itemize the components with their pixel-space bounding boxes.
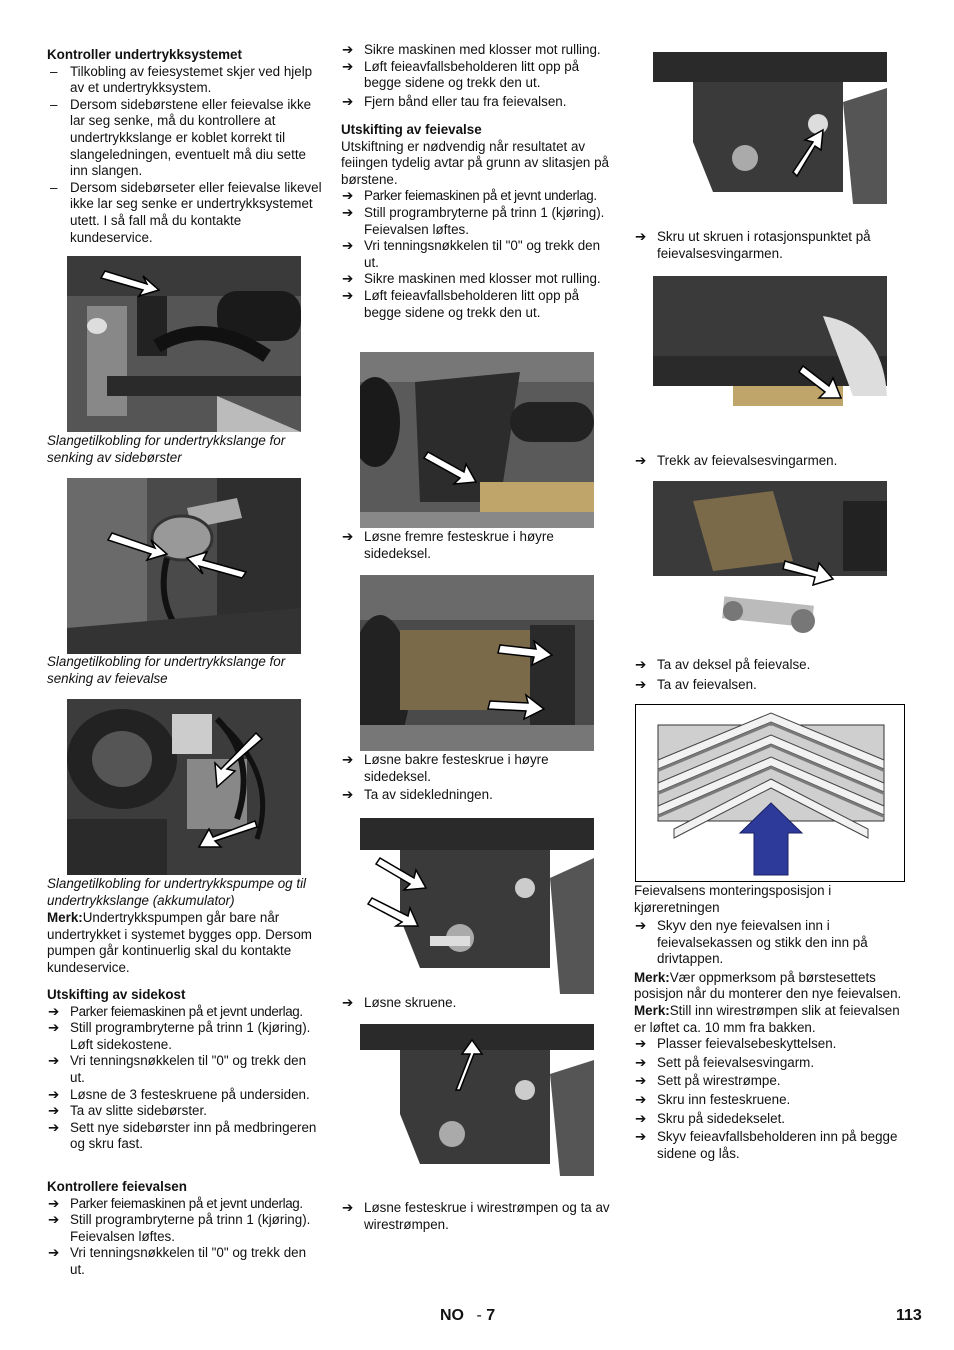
intro-text: Utskiftning er nødvendig når resultatet av feiingen tydelig avtar på grunn av slitasjen på børstene. [341,138,609,187]
step-block [341,529,618,562]
arrow-icon: ➔ [342,752,354,767]
list-item: ➔ Skru på sidedekselet. [635,1110,786,1126]
arrow-icon: ➔ [48,1103,60,1119]
list-item: ➔ Still programbryterne på trinn 1 (kjøring). Feievalsen løftes. [48,1212,311,1244]
arrow-icon: ➔ [48,1003,59,1019]
arrow-icon: ➔ [342,529,354,544]
footer-lang [440,1308,495,1325]
list-item: ➔ Plasser feievalsebeskyttelsen. [635,1036,837,1052]
section-check-roller [47,1179,323,1279]
list-item: ➔ Fjern bånd eller tau fra feievalsen. [342,93,567,109]
photo-swing-arm [653,276,887,428]
photo-roller-hose [67,478,301,654]
steps-continued [341,42,618,110]
list-item: ➔ Parker feiemaskinen på et jevnt underlag. [48,1003,303,1019]
list-item: ➔ Vri tenningsnøkkelen til "0" og trekk den ut. [48,1053,307,1085]
photo-side-brush-hose [67,256,301,432]
list-item: ➔ Still programbryterne på trinn 1 (kjøring). Feievalsen løftes. [342,204,605,237]
arrow-icon: ➔ [635,657,647,672]
list-item: ➔ Parker feiemaskinen på et jevnt underlag. [48,1195,303,1211]
arrow-icon: ➔ [342,995,354,1010]
list-item: ➔ Sett nye sidebørster inn på medbringeren og skru fast. [48,1119,317,1152]
list-item: ➔ Løft feieavfallsbeholderen litt opp på begge sidene og trekk den ut. [342,287,580,320]
arrow-icon: ➔ [635,1073,647,1089]
arrow-icon: ➔ [342,238,354,254]
list-item: ➔ Ta av sidekledningen. [342,787,493,803]
dash-icon: – [50,96,58,112]
list-item: ➔ Løsne de 3 festeskruene på undersiden. [48,1086,310,1102]
list-item: ➔ Sikre maskinen med klosser mot rulling. [342,271,601,287]
chevron-brush-diagram [636,705,904,881]
arrow-icon: ➔ [342,188,353,204]
list-item: ➔ Sett på wirestrømpe. [635,1073,781,1089]
list-item: ➔ Løsne skruene. [342,995,457,1010]
arrow-icon: ➔ [48,1020,60,1036]
list-item: – Dersom sidebørseter eller feievalse likevel ikke lar seg senke er undertrykksystemet utett. I så fall må du kontakte kundeservice. [50,179,322,245]
step-block [634,657,911,693]
photo-front-screw [360,352,594,528]
arrow-icon: ➔ [342,271,354,287]
dash-icon: – [50,179,58,195]
arrow-icon: ➔ [635,1036,647,1052]
section-replace-roller [341,122,618,321]
arrow-icon: ➔ [342,42,354,57]
arrow-icon: ➔ [635,1110,647,1126]
arrow-icon: ➔ [48,1212,60,1228]
arrow-icon: ➔ [342,58,354,74]
list-item: ➔ Løsne festeskrue i wirestrømpen og ta av wirestrømpen. [342,1200,610,1232]
page-number: 113 [896,1307,922,1324]
photo-rear-screw [360,575,594,751]
figure-caption: Feievalsens monteringsposisjon i kjøreretningen [634,883,832,915]
list-item: ➔ Trekk av feievalsesvingarmen. [635,453,838,468]
arrow-icon: ➔ [635,1091,647,1107]
section-heading: Kontroller undertrykksystemet [47,47,242,62]
arrow-icon: ➔ [342,93,354,109]
arrow-icon: ➔ [48,1195,59,1211]
note-label: Merk: [634,1002,670,1018]
list-item: ➔ Parker feiemaskinen på et jevnt underlag. [342,188,597,204]
section-heading: Utskifting av feievalse [341,122,482,137]
list-item: ➔ Løsne bakre festeskrue i høyre sidedeksel. [342,752,549,784]
section-heading: Utskifting av sidekost [47,987,186,1002]
arrow-icon: ➔ [48,1053,60,1069]
arrow-icon: ➔ [635,918,647,933]
step-block [341,752,618,804]
arrow-icon: ➔ [342,204,354,220]
arrow-icon: ➔ [48,1086,60,1102]
list-item: ➔ Sikre maskinen med klosser mot rulling. [342,42,601,57]
list-item: ➔ Skyv feieavfallsbeholderen inn på begge sidene og lås. [635,1129,898,1161]
list-item: ➔ Vri tenningsnøkkelen til "0" og trekk den ut. [342,238,601,270]
dash-icon: – [50,63,58,79]
note-label: Merk: [634,969,670,985]
note: Merk:Still inn wirestrømpen slik at feievalsen er løftet ca. 10 mm fra bakken. [634,1002,900,1035]
note-label: Merk: [47,910,83,925]
photo-roller-cover [653,481,887,651]
photo-vacuum-pump [67,699,301,875]
figure-caption: Slangetilkobling for undertrykkslange for senking av sidebørster [47,433,286,465]
arrow-icon: ➔ [48,1245,60,1261]
step-block [634,229,911,262]
section-page-number: 7 [486,1307,496,1324]
arrow-icon: ➔ [635,229,647,244]
list-item: ➔ Skru ut skruen i rotasjonspunktet på feievalsesvingarmen. [635,229,871,261]
section-vacuum [47,47,323,246]
arrow-icon: ➔ [342,287,354,303]
list-item: ➔ Ta av feievalsen. [635,676,757,692]
figure-caption: Slangetilkobling for undertrykkslange for senking av feievalse [47,654,286,686]
list-item: ➔ Løsne fremre festeskrue i høyre sidedeksel. [342,529,554,561]
separator: - [476,1307,482,1324]
list-item: ➔ Vri tenningsnøkkelen til "0" og trekk den ut. [48,1245,307,1277]
arrow-icon: ➔ [48,1119,60,1135]
language-code: NO [440,1307,464,1324]
arrow-icon: ➔ [342,1200,354,1215]
photo-screws [360,818,594,994]
arrow-icon: ➔ [635,1129,647,1145]
section-side-brush [47,987,323,1153]
list-item: ➔ Skyv den nye feievalsen inn i feievalsekassen og stikk den inn på drivtappen. [635,918,868,967]
arrow-icon: ➔ [635,1054,647,1070]
list-item: ➔ Sett på feievalsesvingarm. [635,1054,815,1070]
step-block [634,453,911,470]
list-item: ➔ Still programbryterne på trinn 1 (kjøring). Løft sidekostene. [48,1020,311,1052]
section-heading: Kontrollere feievalsen [47,1179,187,1194]
photo-wire-sleeve [360,1024,594,1176]
list-item: ➔ Løft feieavfallsbeholderen litt opp på begge sidene og trekk den ut. [342,58,580,91]
list-item: – Tilkobling av feiesystemet skjer ved hjelp av et undertrykksystem. [50,63,313,96]
note: Merk:Undertrykkspumpen går bare når undertrykket i systemet bygges opp. Dersom pumpen går kontinuerlig skal du kontakte kundeservice. [47,910,312,975]
list-item: ➔ Ta av slitte sidebørster. [48,1103,207,1119]
note: Merk:Vær oppmerksom på børstesettets posisjon når du monterer den nye feievalsen. [634,969,902,1002]
list-item: ➔ Skru inn festeskruene. [635,1091,791,1107]
step-block [634,918,911,1162]
figure-caption: Slangetilkobling for undertrykkspumpe og til undertrykkslange (akkumulator) [47,876,307,908]
arrow-icon: ➔ [635,676,647,692]
list-item: ➔ Ta av deksel på feievalse. [635,657,811,672]
step-block [341,1200,618,1233]
photo-pivot-screw [653,52,887,204]
list-item: – Dersom sidebørstene eller feievalse ikke lar seg senke, må du kontrollere at undertrykkslange er koblet korrekt til slangeledningen, eventuelt må diu sette inn slangen. [50,96,312,179]
step-block [341,995,618,1012]
arrow-icon: ➔ [342,787,354,803]
diagram-brush-position [635,704,905,882]
arrow-icon: ➔ [635,453,647,468]
